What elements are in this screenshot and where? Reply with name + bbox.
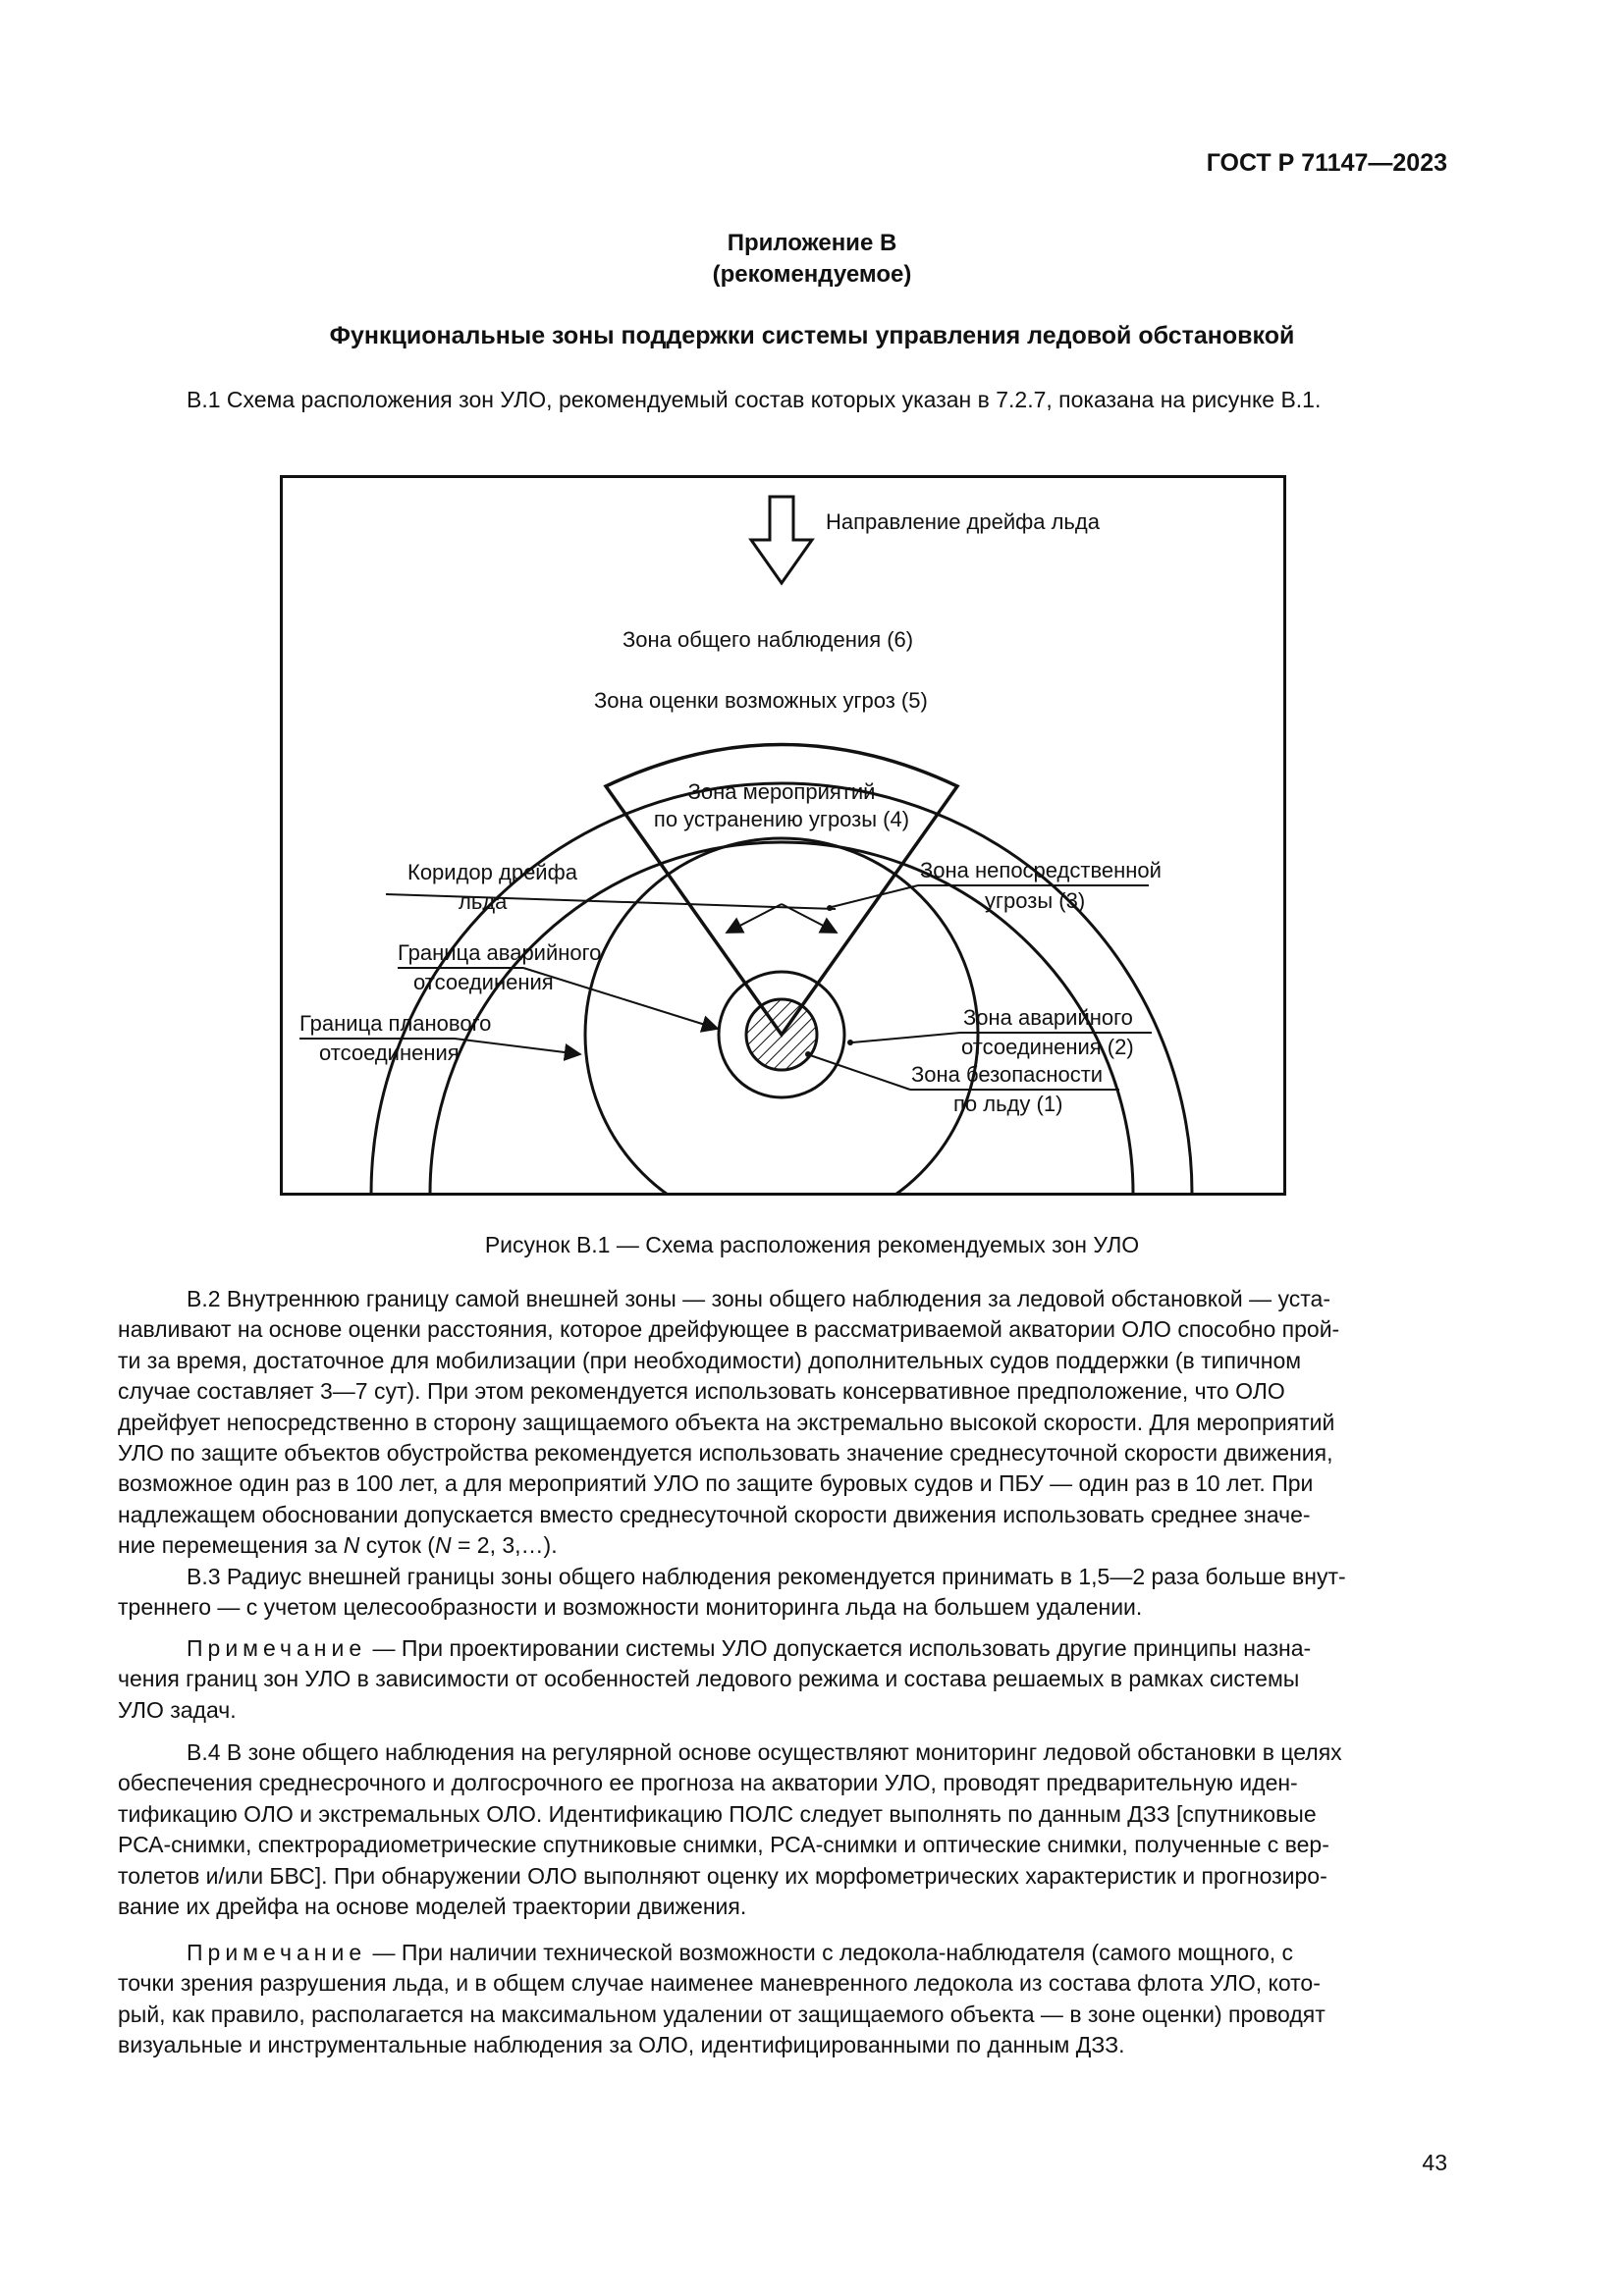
b4-line: толетов и/или БВС]. При обнаружении ОЛО выполняют оценку их морфометрических характеристик и прогнозиро- <box>118 1862 1327 1889</box>
page-number: 43 <box>1422 2150 1447 2175</box>
corridor-label-line2: льда <box>459 889 508 914</box>
intro-paragraph: В.1 Схема расположения зон УЛО, рекомендуемый состав которых указан в 7.2.7, показана на рисунке В.1. <box>187 387 1322 412</box>
b3-line: треннего — с учетом целесообразности и возможности мониторинга льда на большем удалении. <box>118 1594 1143 1621</box>
zone3-label-line2: угрозы (3) <box>985 888 1086 913</box>
annex-label: Приложение В <box>727 230 897 256</box>
zone3-label-line1: Зона непосредственной <box>920 858 1162 882</box>
zone2-label-line1: Зона аварийного <box>963 1005 1133 1030</box>
b2-line: случае составляет 3—7 сут). При этом рекомендуется использовать консервативное предположение, что ОЛО <box>118 1378 1285 1405</box>
b2-line: надлежащем обосновании допускается вместо среднесуточной скорости движения использовать среднее значе- <box>118 1501 1311 1527</box>
b2-line: ти за время, достаточное для мобилизации (при необходимости) дополнительных судов поддержки (в типичном <box>118 1347 1302 1373</box>
zone4-label-line1: Зона мероприятий <box>687 779 876 804</box>
b2-line: дрейфует непосредственно в сторону защищаемого объекта на экстремально высокой скорости. Для мероприятий <box>118 1409 1335 1435</box>
zone-diagram <box>280 475 1286 1196</box>
note-2-line: рый, как правило, располагается на максимальном удалении от защищаемого объекта — в зоне оценки) проводят <box>118 2001 1326 2027</box>
b4-line: РСА-снимки, спектрорадиометрические спутниковые снимки, РСА-снимки и оптические снимки, полученные с вер- <box>118 1832 1329 1858</box>
b4-line: обеспечения среднесрочного и долгосрочного ее прогноза на акватории УЛО, проводят предварительную иден- <box>118 1770 1298 1796</box>
zone4-label-line2: по устранению угрозы (4) <box>653 807 910 831</box>
note-2-line: точки зрения разрушения льда, и в общем случае наименее маневренного ледокола из состава флота УЛО, кото- <box>118 1970 1321 1997</box>
annex-title: Функциональные зоны поддержки системы управления ледовой обстановкой <box>329 322 1295 349</box>
note-2: Примечание — При наличии технической возможности с ледокола-наблюдателя (самого мощного, с точки зрения разрушения льда, и в общем случае наименее маневренного ледокола из состава флота УЛО, кото- рый, как правило, располагается на максимальном удалении от защищаемого объекта — в зоне оценки) проводят визуальные и инструментальные наблюдения за ОЛО, идентифицированными по данным ДЗЗ. <box>118 1938 1438 2061</box>
paragraph-b4 <box>118 1737 1438 1922</box>
zone2-label-line2: отсоединения (2) <box>961 1035 1134 1059</box>
zone5-label: Зона оценки возможных угроз (5) <box>594 688 928 713</box>
b2-last-line: ние перемещения за N суток (N = 2, 3,…). <box>118 1532 558 1559</box>
b4-line: тификацию ОЛО и экстремальных ОЛО. Идентификацию ПОЛС следует выполнять по данным ДЗЗ [спутниковые <box>118 1800 1317 1827</box>
drift-direction-arrow <box>751 497 812 583</box>
note-2-label: Примечание <box>187 1940 367 1965</box>
note-1-label: Примечание <box>187 1635 367 1661</box>
planned-boundary-label-line2: отсоединения <box>319 1041 460 1065</box>
note-1-line: УЛО задач. <box>118 1696 237 1723</box>
figure-caption: Рисунок В.1 — Схема расположения рекомендуемых зон УЛО <box>484 1232 1140 1257</box>
standard-code: ГОСТ Р 71147—2023 <box>1206 149 1447 177</box>
emergency-boundary-label-line1: Граница аварийного <box>398 940 602 965</box>
b3-line: В.3 Радиус внешней границы зоны общего наблюдения рекомендуется принимать в 1,5—2 раза больше внут- <box>187 1564 1346 1589</box>
b2-line: В.2 Внутреннюю границу самой внешней зоны — зоны общего наблюдения за ледовой обстановкой — уста- <box>187 1286 1330 1311</box>
corridor-label-line1: Коридор дрейфа <box>407 860 577 884</box>
zone1-label-line1: Зона безопасности <box>911 1062 1104 1087</box>
b2-line: возможное один раз в 100 лет, а для мероприятий УЛО по защите буровых судов и ПБУ — один раз в 10 лет. При <box>118 1470 1314 1497</box>
annex-header <box>0 228 1624 291</box>
drift-direction-label: Направление дрейфа льда <box>826 509 1100 534</box>
b4-line: В.4 В зоне общего наблюдения на регулярной основе осуществляют мониторинг ледовой обстановки в целях <box>187 1739 1342 1765</box>
diagram-frame <box>282 477 1285 1195</box>
paragraph-b2 <box>118 1284 1438 1562</box>
zone6-label: Зона общего наблюдения (6) <box>623 627 914 652</box>
b4-line: вание их дрейфа на основе моделей траектории движения. <box>118 1894 747 1920</box>
note-2-line: визуальные и инструментальные наблюдения за ОЛО, идентифицированными по данным ДЗЗ. <box>118 2032 1125 2058</box>
paragraph-b3 <box>118 1562 1438 1624</box>
annex-status: (рекомендуемое) <box>712 261 912 288</box>
emergency-boundary-label-line2: отсоединения <box>413 970 554 994</box>
planned-boundary-label-line1: Граница планового <box>299 1011 492 1036</box>
b2-line: навливают на основе оценки расстояния, которое дрейфующее в рассматриваемой акватории ОЛО способно прой- <box>118 1316 1340 1343</box>
zone1-label-line2: по льду (1) <box>953 1092 1063 1116</box>
note-1: Примечание — При проектировании системы УЛО допускается использовать другие принципы назна- чения границ зон УЛО в зависимости от особенностей ледового режима и состава решаемых в рамках системы УЛО задач. <box>118 1633 1438 1726</box>
note-1-line: чения границ зон УЛО в зависимости от особенностей ледового режима и состава решаемых в рамках системы <box>118 1666 1300 1692</box>
b2-line: УЛО по защите объектов обустройства рекомендуется использовать значение среднесуточной скорости движения, <box>118 1440 1333 1467</box>
